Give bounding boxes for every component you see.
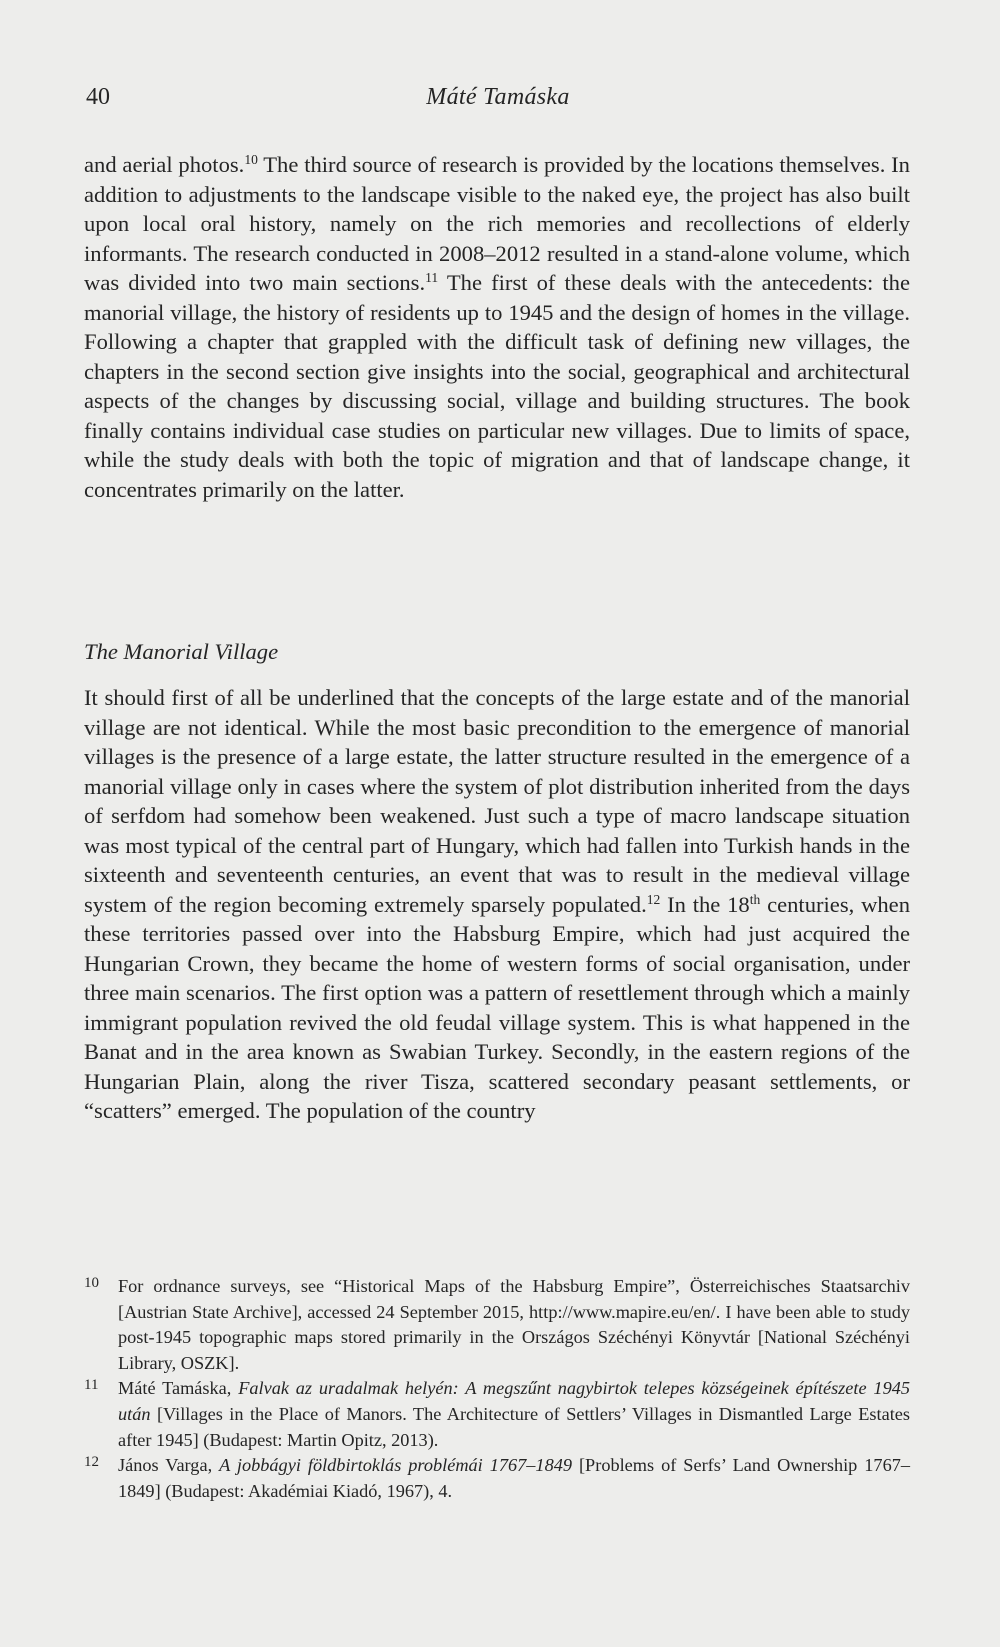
paragraph: [84, 150, 910, 504]
page-number: 40: [86, 84, 110, 110]
footnote-text: [118, 1453, 910, 1504]
footnote-rest: [Villages in the Place of Manors. The Architecture of Settlers’ Villages in Dismantled Large Estates after 1945] (Budapest: Martin Opitz, 2013).: [118, 1403, 910, 1450]
footnote-text: [118, 1376, 910, 1453]
paragraph-text: and aerial photos.: [84, 152, 245, 177]
footnote-author: János Varga,: [118, 1455, 220, 1476]
paragraph-text: The third source of research is provided by the locations themselves. In addition to adjustments to the landscape visible to the naked eye, the project has also built upon local oral history, namely on the rich memories and recollections of elderly informants. The research conducted in 2008–2012 resulted in a stand-alone volume, which was divided into two main sections.: [84, 152, 910, 295]
paragraph-text: centuries, when these territories passed over into the Habsburg Empire, which had just acquired the Hungarian Crown, they became the home of western forms of social organisation, under three main scenarios. The first option was a pattern of resettlement through which a mainly immigrant population revived the old feudal village system. This is what happened in the Banat and in the area known as Swabian Turkey. Secondly, in the eastern regions of the Hungarian Plain, along the river Tisza, scattered secondary peasant settlements, or “scatters” emerged. The population of the country: [84, 891, 911, 1123]
footnote-number: 12: [84, 1454, 99, 1471]
footnote-title: Falvak az uradalmak helyén: A megszűnt nagybirtok telepes községeinek építészete 1945 után: [118, 1378, 910, 1424]
footnote-author: Máté Tamáska,: [118, 1378, 239, 1399]
paragraph-text: In the 18: [660, 891, 750, 917]
ordinal-suffix: th: [749, 891, 761, 907]
footnote-number: 10: [84, 1275, 99, 1291]
body-text: [84, 150, 910, 504]
footnote-ref-11: 11: [425, 269, 439, 285]
footnote-10: [84, 1274, 910, 1376]
footnote-title: A jobbágyi földbirtoklás problémái 1767–1849: [219, 1455, 572, 1476]
footnote-11: [84, 1376, 910, 1453]
section-heading: The Manorial Village: [84, 639, 279, 664]
paragraph-text: It should first of all be underlined that the concepts of the large estate and of the manorial village are not identical. While the most basic precondition to the emergence of manorial villages is the presence of a large estate, the latter structure resulted in the emergence of a manorial village only in cases where the system of plot distribution inherited from the days of serfdom had somehow been weakened. Just such a type of macro landscape situation was most typical of the central part of Hungary, which had fallen into Turkish hands in the sixteenth and seventeenth centuries, an event that was to result in the medieval village system of the region becoming extremely sparsely populated.: [84, 685, 910, 917]
footnote-ref-12: 12: [646, 891, 661, 907]
section-body: [84, 683, 910, 1126]
footnote-text: For ordnance surveys, see “Historical Maps of the Habsburg Empire”, Österreichisches Staatsarchiv [Austrian State Archive], accessed 24 September 2015, http://www.mapire.eu/en/. I have been able to study post-1945 topographic maps stored primarily in the Országos Széchényi Könyvtár [National Széchényi Library, OSZK].: [118, 1276, 910, 1373]
paragraph-text: The first of these deals with the antecedents: the manorial village, the history of residents up to 1945 and the design of homes in the village. Following a chapter that grappled with the difficult task of defining new villages, the chapters in the second section give insights into the social, geographical and architectural aspects of the changes by discussing social, village and building structures. The book finally contains individual case studies on particular new villages. Due to limits of space, while the study deals with both the topic of migration and that of landscape change, it concentrates primarily on the latter.: [84, 270, 910, 502]
footnote-12: [84, 1453, 910, 1504]
paragraph: [84, 683, 910, 1126]
running-head: Máté Tamáska: [426, 84, 570, 110]
footnote-ref-10: 10: [244, 151, 258, 167]
footnote-number: 11: [84, 1377, 99, 1394]
footnote-rest: [Problems of Serfs’ Land Ownership 1767–1849] (Budapest: Akadémiai Kiadó, 1967), 4.: [118, 1455, 910, 1501]
page-header: [86, 84, 910, 120]
footnotes: [84, 1274, 910, 1504]
